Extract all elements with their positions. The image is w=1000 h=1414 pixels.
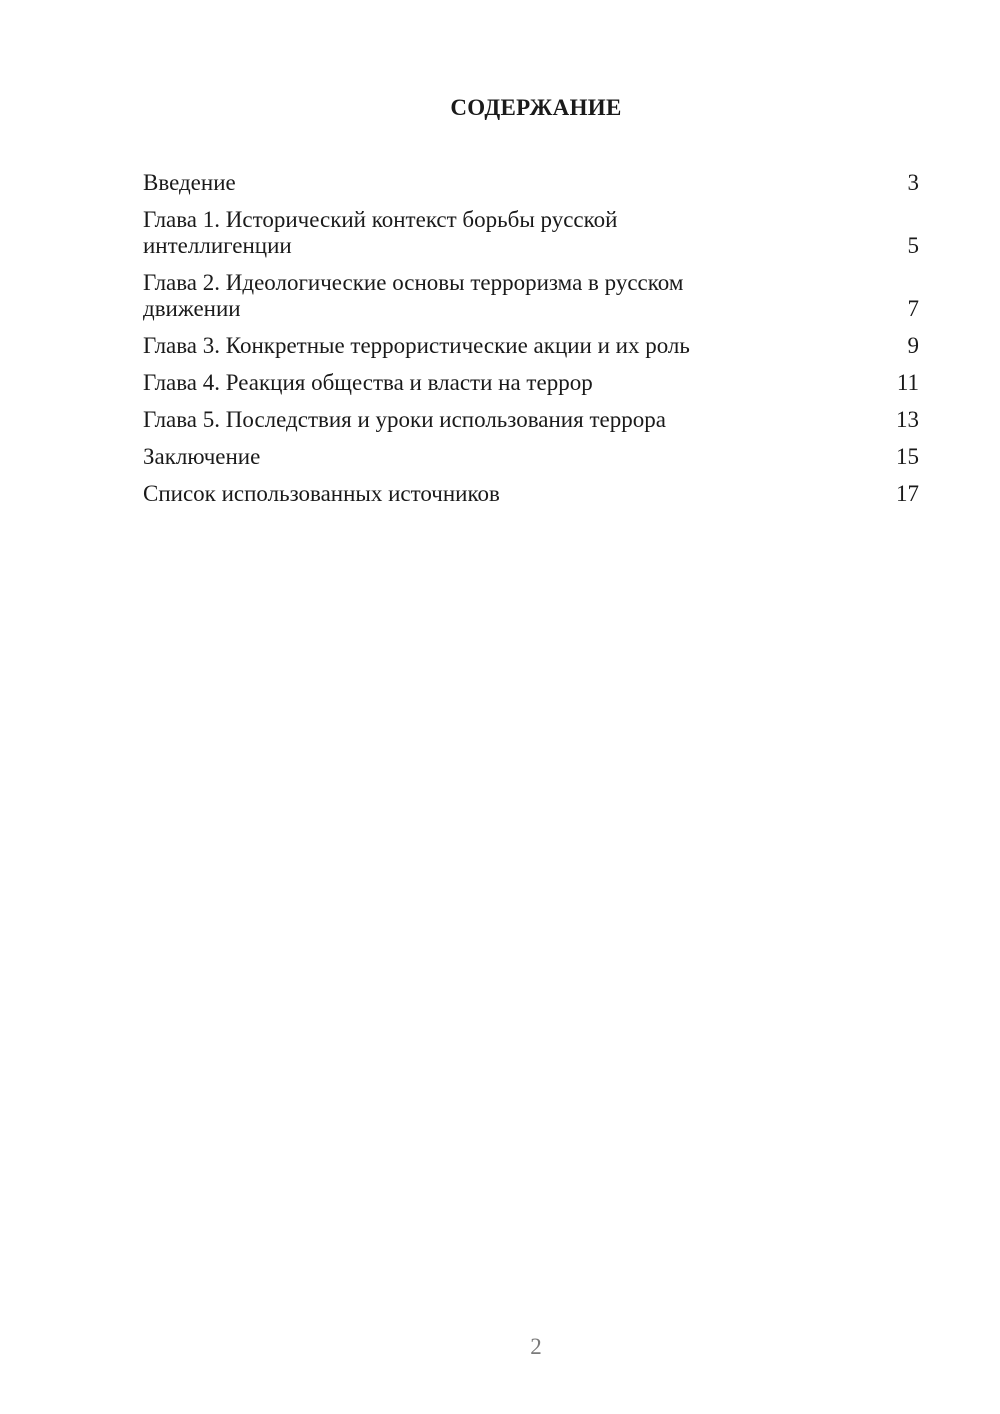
toc-entry-chapter-1 — [143, 207, 919, 259]
toc-entry-text: Список использованных источников — [143, 481, 500, 506]
table-of-contents — [143, 170, 919, 518]
toc-entry-chapter-3 — [143, 333, 919, 359]
toc-entry-references — [143, 481, 919, 507]
toc-entry-page: 5 — [907, 233, 919, 258]
toc-entry-text: Введение — [143, 170, 236, 195]
toc-entry-page: 17 — [896, 481, 919, 506]
toc-entry-page: 13 — [896, 407, 919, 432]
toc-entry-chapter-2 — [143, 270, 919, 322]
toc-entry-introduction — [143, 170, 919, 196]
toc-entry-page: 7 — [907, 296, 919, 321]
toc-entry-text: Заключение — [143, 444, 261, 469]
page-title: СОДЕРЖАНИЕ — [450, 95, 622, 120]
toc-entry-conclusion — [143, 444, 919, 470]
toc-entry-page: 3 — [907, 170, 919, 195]
toc-entry-text: Глава 2. Идеологические основы терроризма в русском движении — [143, 270, 684, 321]
page-number: 2 — [530, 1334, 542, 1359]
toc-entry-text: Глава 5. Последствия и уроки использования террора — [143, 407, 666, 432]
toc-entry-text: Глава 1. Исторический контекст борьбы русской интеллигенции — [143, 207, 618, 258]
toc-entry-chapter-4 — [143, 370, 919, 396]
toc-entry-page: 15 — [896, 444, 919, 469]
toc-entry-chapter-5 — [143, 407, 919, 433]
toc-entry-text: Глава 3. Конкретные террористические акции и их роль — [143, 333, 690, 358]
toc-entry-page: 9 — [907, 333, 919, 358]
toc-entry-text: Глава 4. Реакция общества и власти на террор — [143, 370, 593, 395]
toc-entry-page: 11 — [896, 370, 919, 395]
